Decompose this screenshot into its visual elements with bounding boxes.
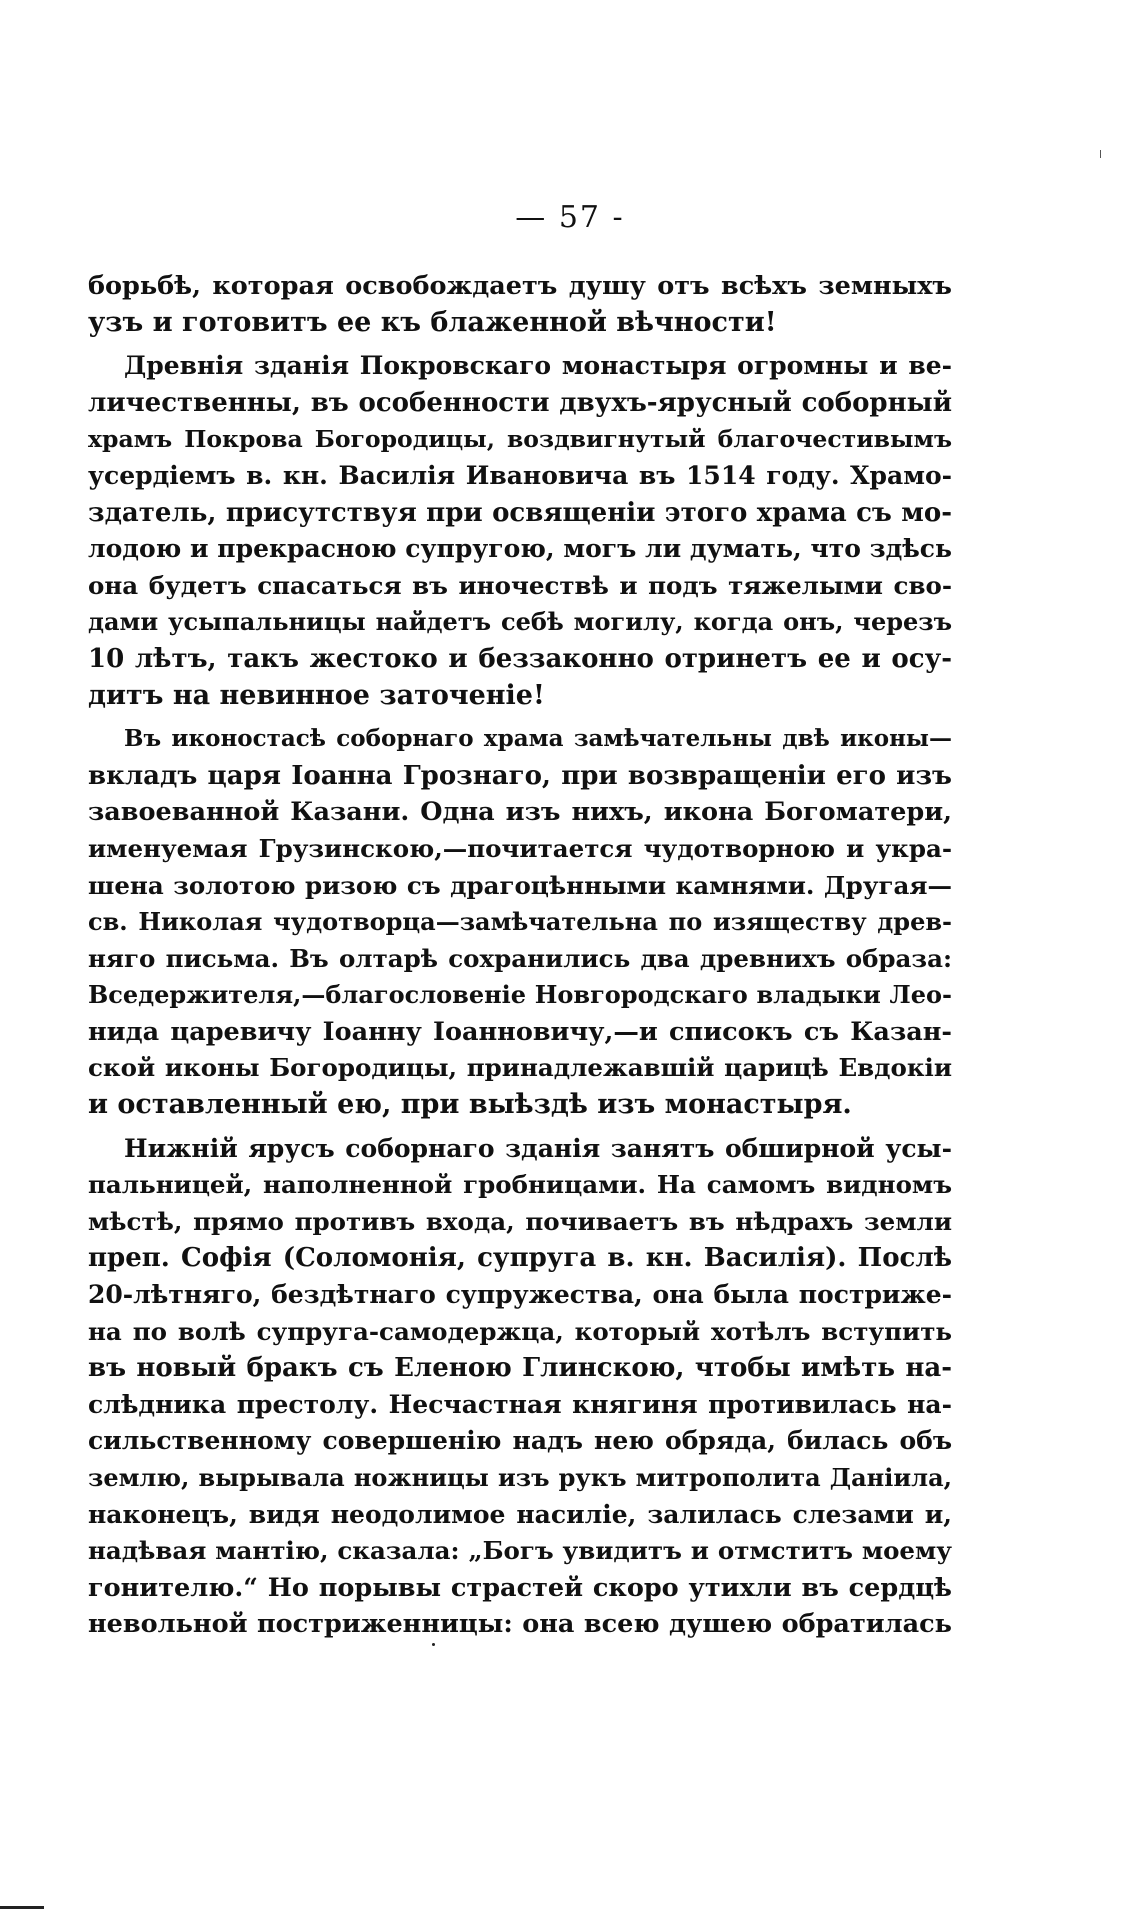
text-line: нида царевичу Іоанну Іоанновичу,—и списокъ съ Казан- [88,1016,952,1047]
text-line: борьбѣ, которая освобождаетъ душу отъ всѣхъ земныхъ [88,271,952,301]
page-number: — 57 - [515,200,625,235]
text-line: храмъ Покрова Богородицы, воздвигнутый благочестивымъ [88,425,952,454]
text-line: преп. Софія (Соломонія, супруга в. кн. Василія). Послѣ [88,1243,952,1274]
text-line: землю, вырывала ножницы изъ рукъ митрополита Даніила, [88,1463,952,1492]
text-line: на по волѣ супруга-самодержца, который хотѣлъ вступить [88,1316,952,1346]
text-line: шена золотою ризою съ драгоцѣнными камнями. Другая— [88,870,952,900]
body-text [88,268,952,1643]
text-line: св. Николая чудотворца—замѣчательна по изяществу древ- [88,907,952,937]
text-line: надѣвая мантію, сказала: „Богъ увидитъ и отмститъ моему [88,1536,952,1566]
text-line: именуемая Грузинскою,—почитается чудотворною и укра- [88,833,952,863]
text-line: она будетъ спасаться въ иночествѣ и подъ тяжелыми сво- [88,570,952,600]
text-line: узъ и готовитъ ее къ блаженной вѣчности! [88,306,777,338]
text-line: наконецъ, видя неодолимое насиліе, залилась слезами и, [88,1499,952,1529]
text-line: въ новый бракъ съ Еленою Глинскою, чтобы имѣть на- [88,1353,952,1384]
text-line: ской иконы Богородицы, принадлежавшій царицѣ Евдокіи [88,1053,952,1083]
paragraph-1 [88,268,952,341]
text-line: Нижній ярусъ соборнаго зданія занятъ обширной усы- [124,1133,952,1163]
text-line: сильственному совершенію надъ нею обряда, билась объ [88,1426,952,1456]
text-line: и оставленный ею, при выѣздѣ изъ монастыря. [88,1089,852,1121]
text-line: дами усыпальницы найдетъ себѣ могилу, когда онъ, черезъ [88,607,952,637]
text-line: лодою и прекрасною супругою, могъ ли думать, что здѣсь [88,534,952,564]
text-line: 10 лѣтъ, такъ жестоко и беззаконно отринетъ ее и осу- [88,643,952,674]
paragraph-4 [88,1131,952,1643]
text-line: невольной постриженницы: она всею душею обратилась [88,1609,952,1640]
scan-artifact-tick [1100,150,1101,158]
text-line: завоеванной Казани. Одна изъ нихъ, икона Богоматери, [88,797,952,828]
text-line: вкладъ царя Іоанна Грознаго, при возвращеніи его изъ [88,760,952,791]
text-line: Въ иконостасѣ соборнаго храма замѣчательны двѣ иконы— [124,725,952,753]
text-line: Древнія зданія Покровскаго монастыря огромны и ве- [124,351,952,381]
text-line: личественны, въ особенности двухъ-ярусный соборный [88,387,952,418]
text-line: усердіемъ в. кн. Василія Ивановича въ 1514 году. Храмо- [88,460,952,490]
text-line: 20-лѣтняго, бездѣтнаго супружества, она была постриже- [88,1280,952,1310]
text-line: слѣдника престолу. Несчастная княгиня противилась на- [88,1389,952,1419]
text-line: мѣстѣ, прямо противъ входа, почиваетъ въ нѣдрахъ земли [88,1206,952,1236]
text-line: здатель, присутствуя при освященіи этого храма съ мо- [88,497,952,528]
text-line: гонителю.“ Но порывы страстей скоро утихли въ сердцѣ [88,1572,952,1603]
paragraph-3 [88,721,952,1124]
ink-speck [432,1643,435,1646]
text-line: пальницей, наполненной гробницами. На самомъ видномъ [88,1170,952,1200]
text-line: Вседержителя,—благословеніе Новгородскаго владыки Лео- [88,980,952,1010]
text-line: дитъ на невинное заточеніе! [88,679,545,711]
text-line: няго письма. Въ олтарѣ сохранились два древнихъ образа: [88,943,952,973]
scan-edge-mark [0,1906,44,1909]
paragraph-2 [88,348,952,714]
